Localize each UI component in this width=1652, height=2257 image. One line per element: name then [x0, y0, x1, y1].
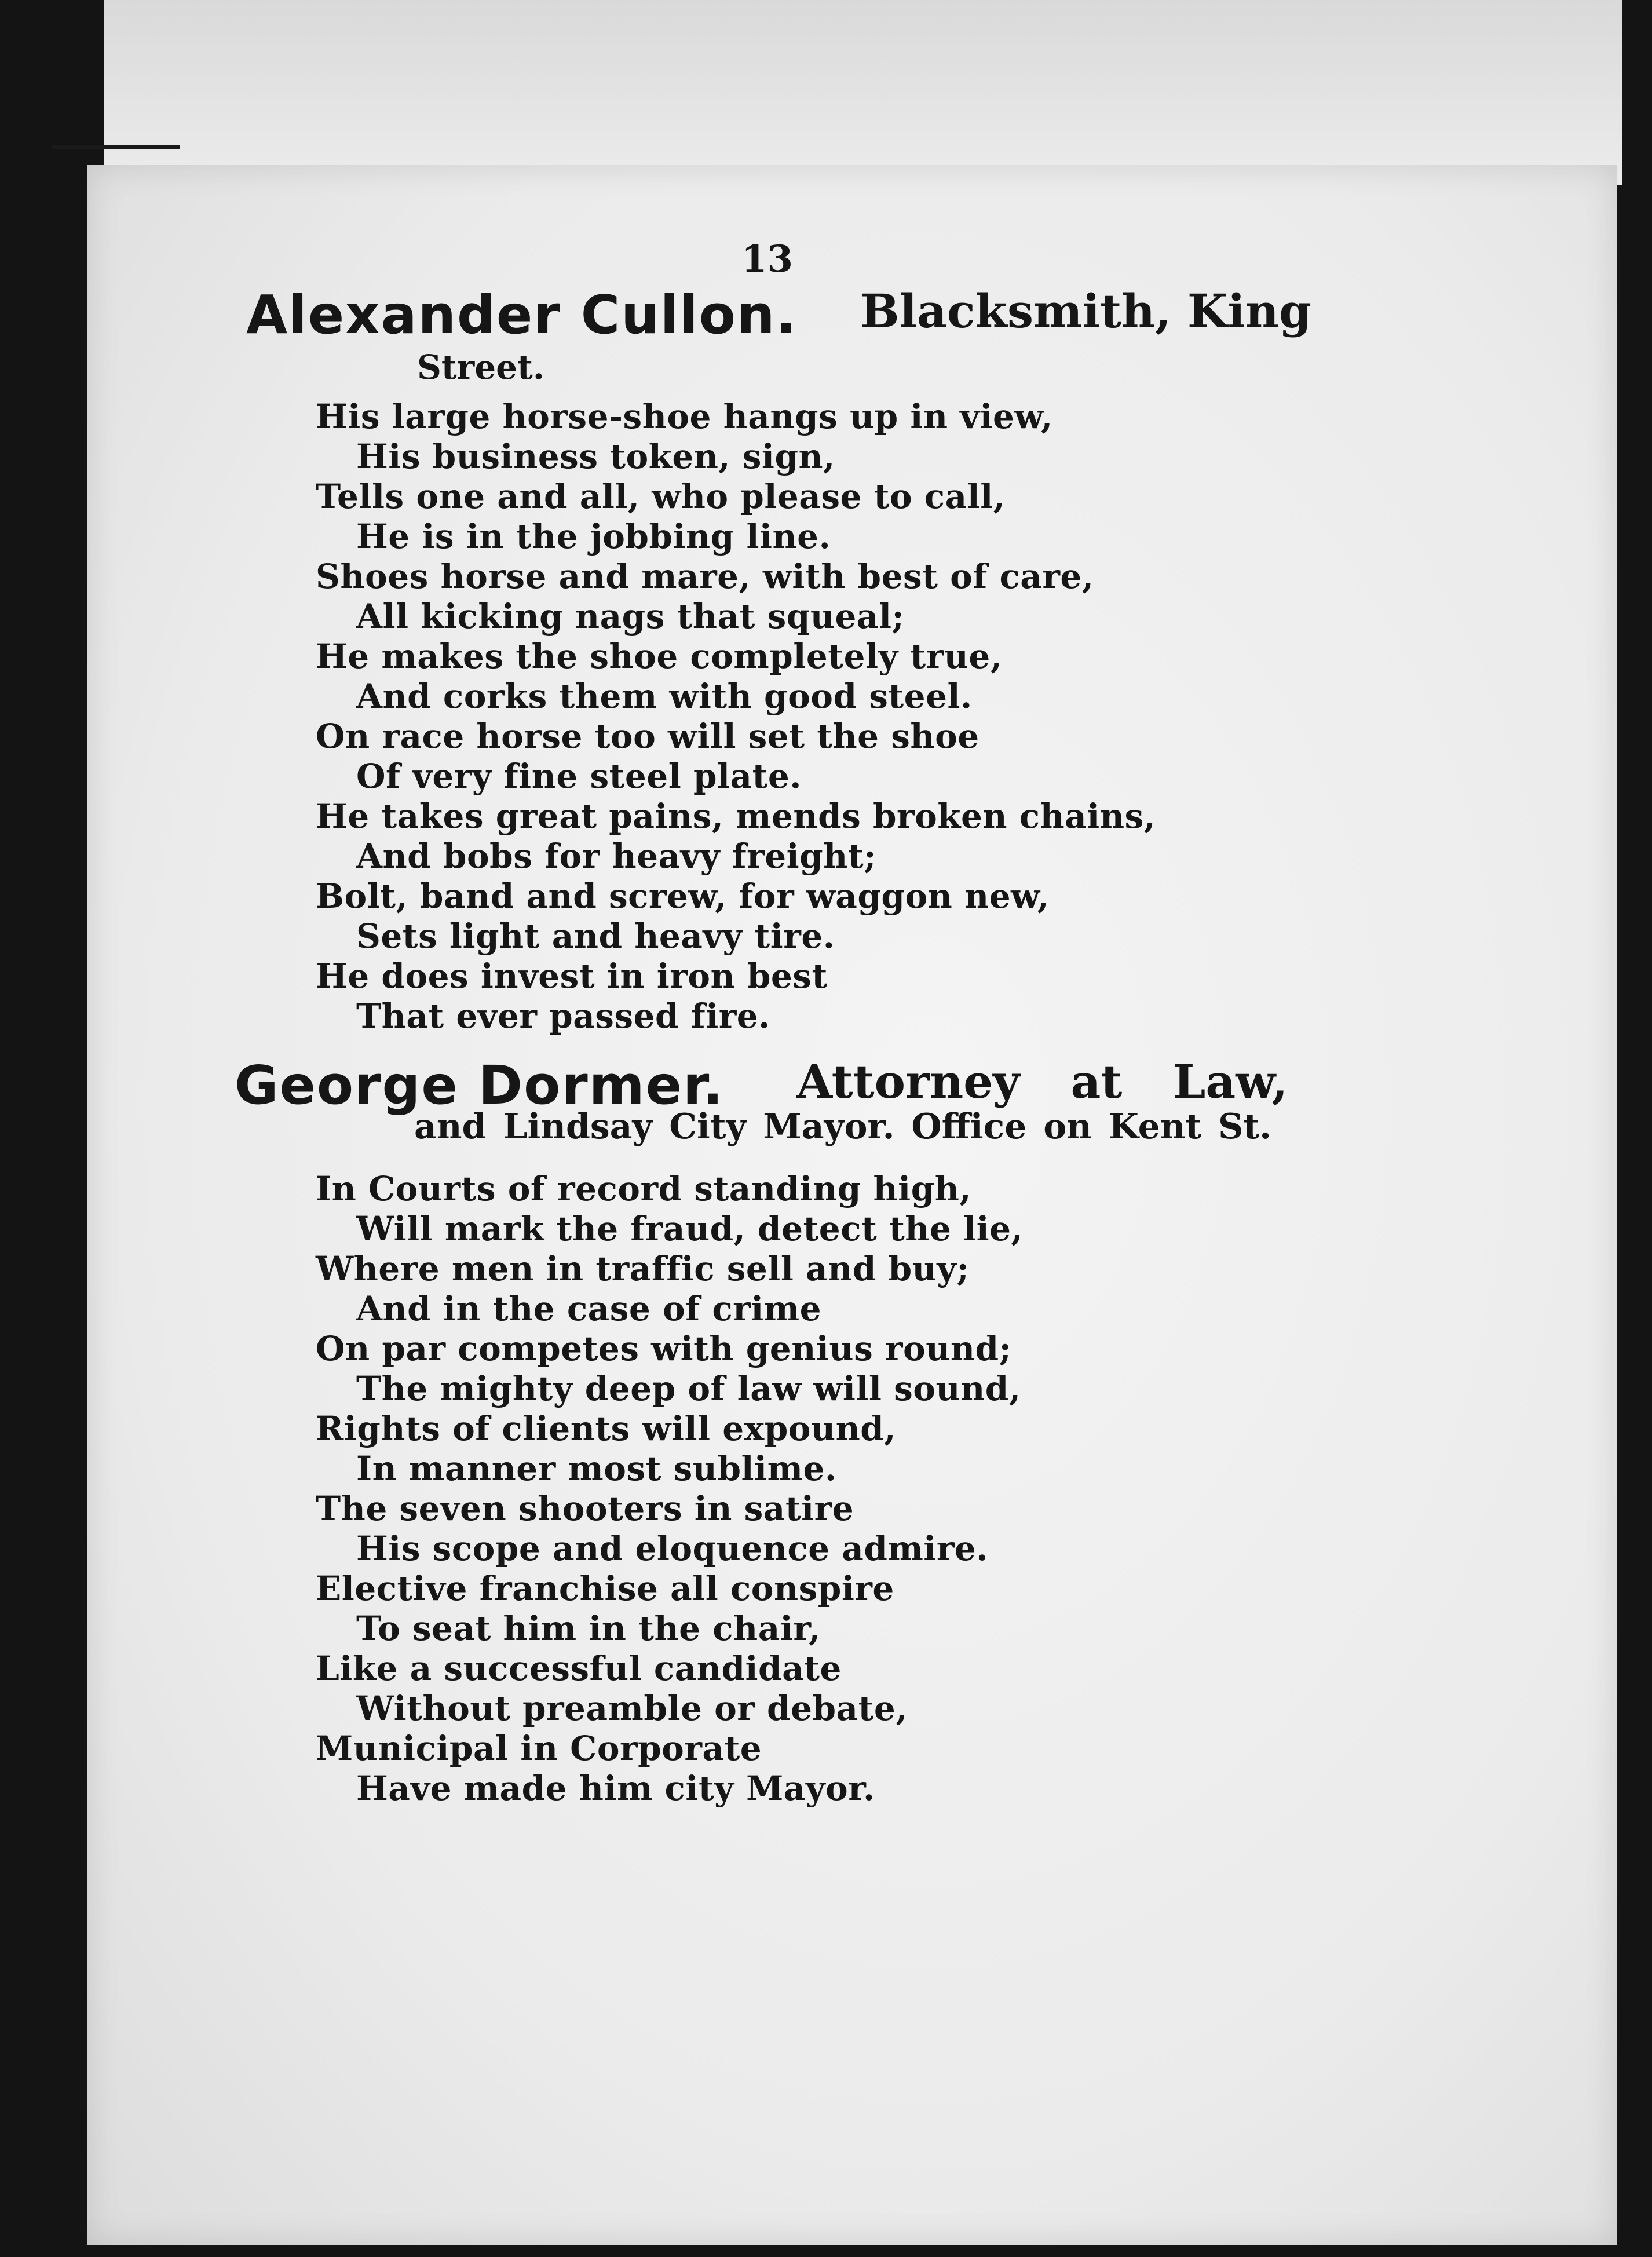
page-number: 13: [741, 238, 794, 281]
poem-line: He takes great pains, mends broken chains,: [316, 797, 1156, 836]
poem-line: Of very fine steel plate.: [356, 757, 802, 796]
poem-line: Like a successful candidate: [316, 1649, 842, 1688]
poem-line: He makes the shoe completely true,: [316, 637, 1003, 676]
poem-line: And bobs for heavy freight;: [356, 837, 877, 876]
entry-occupation-dormer-cont: and Lindsay City Mayor. Office on Kent St.: [414, 1106, 1271, 1147]
poem-line: Tells one and all, who please to call,: [316, 477, 1006, 516]
poem-line: Municipal in Corporate: [316, 1729, 762, 1768]
poem-line: Sets light and heavy tire.: [356, 916, 835, 956]
poem-line: The mighty deep of law will sound,: [356, 1369, 1021, 1408]
entry-name-cullon: Alexander Cullon.: [246, 284, 798, 346]
poem-line: Where men in traffic sell and buy;: [316, 1249, 970, 1288]
entry-occupation-cullon: Blacksmith, King: [860, 284, 1311, 338]
poem-line: On race horse too will set the shoe: [316, 717, 979, 756]
entry-name-dormer: George Dormer.: [235, 1054, 725, 1116]
poem-line: Without preamble or debate,: [356, 1689, 908, 1728]
poem-line: His scope and eloquence admire.: [356, 1529, 988, 1568]
poem-line: The seven shooters in satire: [316, 1489, 854, 1528]
poem-line: Elective franchise all conspire: [316, 1569, 894, 1608]
poem-line: He does invest in iron best: [316, 956, 828, 996]
poem-line: Bolt, band and screw, for waggon new,: [316, 876, 1050, 916]
poem-line: His business token, sign,: [356, 437, 835, 476]
poem-line: To seat him in the chair,: [356, 1609, 821, 1648]
poem-line: And corks them with good steel.: [356, 677, 973, 716]
poem-line: Have made him city Mayor.: [356, 1769, 875, 1808]
poem-line: That ever passed fire.: [356, 996, 770, 1036]
poem-line: Rights of clients will expound,: [316, 1409, 897, 1448]
poem-line: He is in the jobbing line.: [356, 517, 831, 556]
poem-line: Shoes horse and mare, with best of care,: [316, 557, 1094, 596]
poem-line: In manner most sublime.: [356, 1449, 837, 1488]
poem-line: His large horse-shoe hangs up in view,: [316, 397, 1053, 436]
poem-line: In Courts of record standing high,: [316, 1169, 972, 1208]
entry-occupation-dormer: Attorney at Law,: [796, 1054, 1288, 1109]
entry-occupation-cullon-cont: Street.: [417, 348, 545, 387]
poem-line: And in the case of crime: [356, 1289, 822, 1328]
poem-line: Will mark the fraud, detect the lie,: [356, 1209, 1024, 1248]
poem-line: All kicking nags that squeal;: [356, 597, 905, 636]
poem-line: On par competes with genius round;: [316, 1329, 1012, 1368]
